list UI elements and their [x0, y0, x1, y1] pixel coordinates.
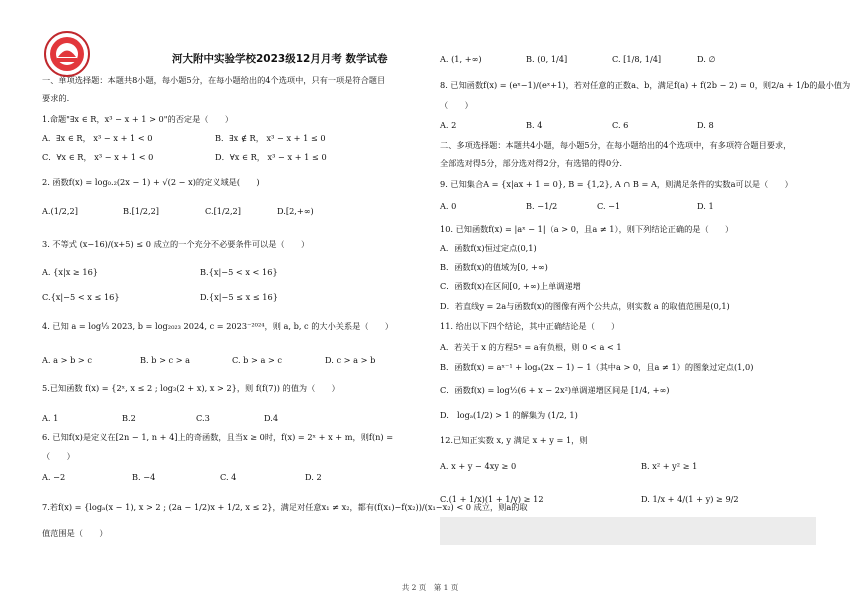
- q10-option-c: C．函数f(x)在区间[0, +∞)上单调递增: [440, 281, 581, 291]
- q8-option-d: D. 8: [697, 120, 714, 130]
- q11-option-a: A．若关于 x 的方程5ˣ = a有负根，则 0 < a < 1: [440, 342, 622, 352]
- q4-option-a: A. a > b > c: [42, 355, 92, 365]
- q9-option-b: B. −1/2: [526, 201, 558, 211]
- q9-option-a: A. 0: [440, 201, 457, 211]
- q3-option-a: A. {x|x ≥ 16}: [42, 267, 99, 277]
- q8-option-c: C. 6: [612, 120, 629, 130]
- q12-option-d: D. 1/x + 4/(1 + y) ≥ 9/2: [641, 494, 739, 504]
- q1-option-c: C．∀x ∈ R， x³ − x + 1 < 0: [42, 152, 154, 162]
- q11-option-d: D. logₐ(1/2) > 1 的解集为 (1/2, 1): [440, 410, 578, 420]
- q7-option-a: A. (1, +∞): [440, 54, 482, 64]
- q7-option-b: B. (0, 1/4]: [526, 54, 568, 64]
- q2-stem: 2. 函数f(x) = log₀.₂(2x − 1) + √(2 − x)的定义域是( ): [42, 177, 260, 187]
- q10-option-d: D．若直线y = 2a与函数f(x)的图像有两个公共点，则实数 a 的取值范围是(0,1): [440, 301, 730, 311]
- q4-option-d: D. c > a > b: [325, 355, 376, 365]
- q7-stem: 7.若f(x) = {logₐ(x − 1), x > 2 ; (2a − 1/2)x + 1/2, x ≤ 2}，满足对任意x₁ ≠ x₂，都有(f(x₁)−f(x₂))/(x₁−x₂) < 0 成立，则a的取: [42, 502, 528, 512]
- q1-option-b: B．∃x ∉ R， x³ − x + 1 ≤ 0: [215, 133, 326, 143]
- q3-option-d: D.{x|−5 ≤ x ≤ 16}: [200, 292, 278, 302]
- q12-stem: 12.已知正实数 x, y 满足 x + y = 1，则: [440, 435, 588, 445]
- q11-option-c: C．函数f(x) = log½(6 + x − 2x²)单调递增区间是 [1/4, +∞): [440, 385, 670, 395]
- q10-option-b: B．函数f(x)的值域为[0, +∞): [440, 262, 548, 272]
- q2-option-c: C.[1/2,2]: [205, 206, 241, 216]
- q5-option-a: A. 1: [42, 413, 59, 423]
- q8-stem: 8. 已知函数f(x) = (eˣ−1)/(eˣ+1)，若对任意的正数a、b，满足f(a) + f(2b − 2) = 0，则2/a + 1/b的最小值为: [440, 80, 851, 90]
- q2-option-b: B.[1/2,2]: [123, 206, 159, 216]
- q11-stem: 11. 给出以下四个结论，其中正确结论是（ ）: [440, 321, 620, 331]
- q11-option-b: B．函数f(x) = aˣ⁻¹ + logₐ(2x − 1) − 1（其中a > 0，且a ≠ 1）的图象过定点(1,0): [440, 362, 754, 372]
- q3-option-c: C.{x|−5 < x ≤ 16}: [42, 292, 120, 302]
- q4-stem: 4. 已知 a = log⅓ 2023, b = log₂₀₂₃ 2024, c = 2023⁻²⁰²⁴，则 a, b, c 的大小关系是（ ）: [42, 321, 394, 331]
- q4-option-c: C. b > a > c: [232, 355, 283, 365]
- q5-option-d: D.4: [264, 413, 279, 423]
- page-footer: 共 2 页 第 1 页: [401, 583, 459, 592]
- q4-option-b: B. b > c > a: [140, 355, 191, 365]
- q6-option-a: A. −2: [42, 472, 66, 482]
- q6-option-d: D. 2: [305, 472, 322, 482]
- q3-option-b: B.{x|−5 < x < 16}: [200, 267, 278, 277]
- q2-option-d: D.[2,+∞): [277, 206, 314, 216]
- q1-stem: 1.命题"∃x ∈ R，x³ − x + 1 > 0"的否定是（ ）: [42, 114, 234, 124]
- q5-option-c: C.3: [196, 413, 210, 423]
- q7-option-c: C. [1/8, 1/4]: [612, 54, 662, 64]
- section-1-heading-line1: 一、单项选择题：本题共8小题，每小题5分，在每小题给出的4个选项中，只有一项是符合题目: [42, 75, 386, 85]
- q9-stem: 9. 已知集合A = {x|ax + 1 = 0}, B = {1,2}, A ∩ B = A，则满足条件的实数a可以是（ ）: [440, 179, 793, 189]
- section-2-heading-line2: 全部选对得5分，部分选对得2分，有选错的得0分.: [440, 158, 622, 168]
- q5-stem: 5.已知函数 f(x) = {2ˣ, x ≤ 2 ; log₃(2 + x), x > 2}，则 f(f(7)) 的值为（ ）: [42, 383, 340, 393]
- q10-option-a: A．函数f(x)恒过定点(0,1): [440, 243, 537, 253]
- q8-option-b: B. 4: [526, 120, 543, 130]
- q10-stem: 10. 已知函数f(x) = |aˣ − 1|（a > 0，且a ≠ 1），则下列结论正确的是（ ）: [440, 224, 734, 234]
- q1-option-d: D．∀x ∈ R， x³ − x + 1 ≤ 0: [215, 152, 327, 162]
- q9-option-c: C. −1: [597, 201, 621, 211]
- q6-option-b: B. −4: [132, 472, 156, 482]
- exam-title: 河大附中实验学校2023级12月月考 数学试卷: [172, 53, 388, 65]
- q12-option-b: B. x² + y² ≥ 1: [641, 461, 698, 471]
- q12-option-c: C.(1 + 1/x)(1 + 1/y) ≥ 12: [440, 494, 544, 504]
- q5-option-b: B.2: [122, 413, 136, 423]
- q6-stem: 6. 已知f(x)是定义在[2n − 1, n + 4]上的奇函数，且当x ≥ 0时，f(x) = 2ˣ + x + m，则f(n) =: [42, 432, 394, 442]
- q3-stem: 3. 不等式 (x−16)/(x+5) ≤ 0 成立的一个充分不必要条件可以是（ ）: [42, 239, 310, 249]
- q6-option-c: C. 4: [220, 472, 237, 482]
- section-2-heading-line1: 二、多项选择题：本题共4小题，每小题5分，在每小题给出的4个选项中，有多项符合题目要求，: [440, 140, 792, 150]
- section-1-heading-line2: 要求的.: [42, 93, 70, 103]
- q8-blank: （ ）: [440, 100, 473, 110]
- q2-option-a: A.(1/2,2]: [42, 206, 78, 216]
- q7-option-d: D. ∅: [697, 54, 716, 64]
- answer-area-shade: [440, 517, 816, 545]
- q9-option-d: D. 1: [697, 201, 714, 211]
- q8-option-a: A. 2: [440, 120, 457, 130]
- school-seal-logo: [43, 30, 91, 78]
- q6-blank: （ ）: [42, 451, 75, 461]
- q12-option-a: A. x + y − 4xy ≥ 0: [440, 461, 517, 471]
- q7-stem-cont: 值范围是（ ）: [42, 528, 108, 538]
- q1-option-a: A．∃x ∈ R， x³ − x + 1 < 0: [42, 133, 153, 143]
